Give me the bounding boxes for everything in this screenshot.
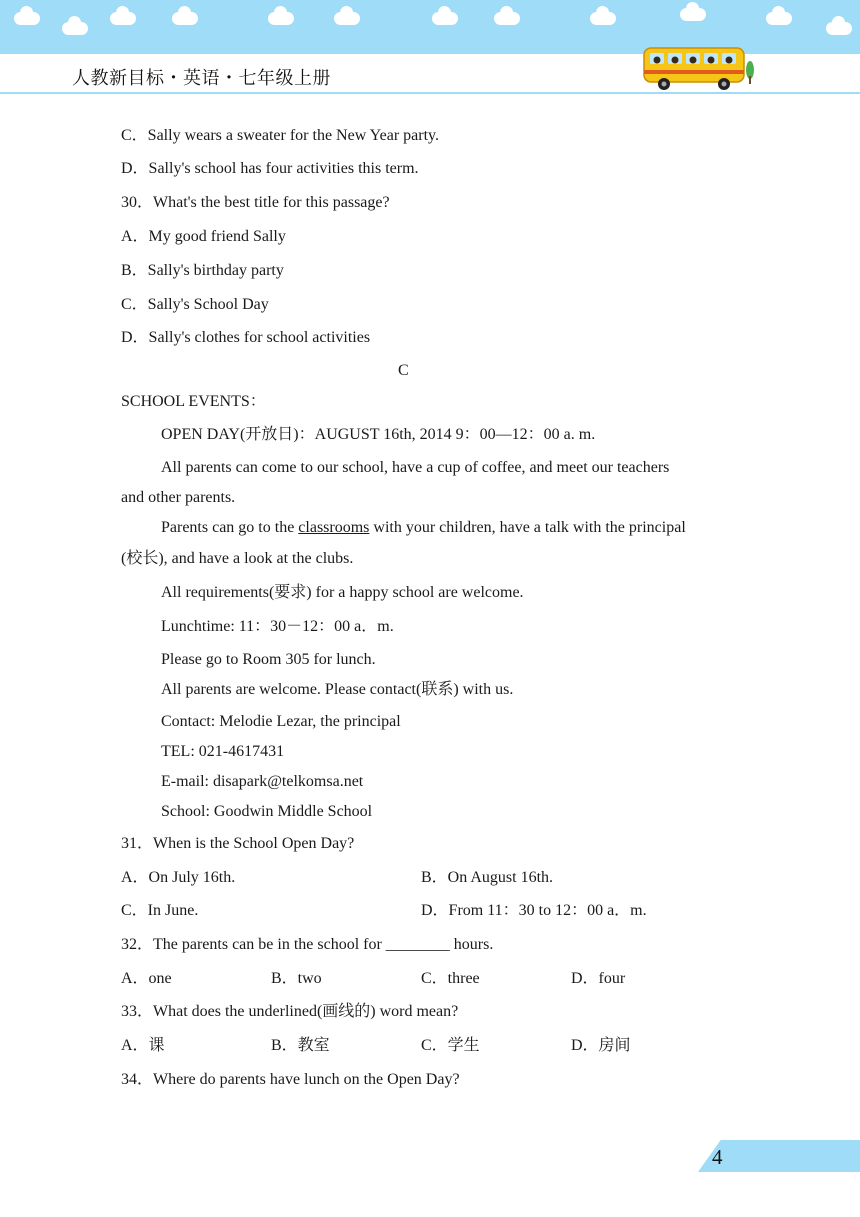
email-line: E-mail: disapark@telkomsa.net — [161, 773, 364, 790]
option-line: C．Sally wears a sweater for the New Year party. — [121, 127, 439, 144]
option-line: C．Sally's School Day — [121, 296, 269, 313]
cloud-icon — [14, 12, 40, 25]
paragraph-line: and other parents. — [121, 489, 236, 506]
cloud-icon — [432, 12, 458, 25]
option-d: D．From 11：30 to 12：00 a．m. — [421, 902, 647, 919]
option-c: C．In June. — [121, 902, 199, 919]
events-heading: SCHOOL EVENTS： — [121, 393, 266, 410]
room-line: Please go to Room 305 for lunch. — [161, 651, 376, 668]
paragraph-line: All parents can come to our school, have a cup of coffee, and meet our teachers — [161, 459, 670, 476]
section-heading: C — [398, 362, 409, 379]
paragraph-line: (校长), and have a look at the clubs. — [121, 550, 354, 567]
option-b: B．two — [271, 970, 322, 987]
text-span: with your children, have a talk with the principal — [369, 519, 686, 536]
option-b: B．教室 — [271, 1037, 330, 1054]
contact-line: Contact: Melodie Lezar, the principal — [161, 713, 401, 730]
cloud-icon — [110, 12, 136, 25]
question-33: 33．What does the underlined(画线的) word mean? — [121, 1003, 459, 1020]
paragraph-line — [161, 518, 686, 538]
page-header-title: 人教新目标・英语・七年级上册 — [72, 68, 331, 89]
option-d: D．four — [571, 970, 626, 987]
option-line: D．Sally's school has four activities this term. — [121, 160, 419, 177]
cloud-icon — [62, 22, 88, 35]
question-30: 30．What's the best title for this passage? — [121, 194, 390, 211]
option-line: D．Sally's clothes for school activities — [121, 329, 371, 346]
option-d: D．房间 — [571, 1037, 631, 1054]
option-line: B．Sally's birthday party — [121, 262, 284, 279]
cloud-icon — [680, 8, 706, 21]
option-a: A．On July 16th. — [121, 869, 236, 886]
cloud-icon — [494, 12, 520, 25]
cloud-icon — [590, 12, 616, 25]
page-number: 4 — [712, 1145, 723, 1169]
welcome-line: All parents are welcome. Please contact(联系) with us. — [161, 681, 514, 698]
text-span: Parents can go to the — [161, 519, 299, 536]
school-bus-icon — [640, 40, 756, 92]
tel-line: TEL: 021-4617431 — [161, 743, 285, 760]
header-divider — [0, 92, 860, 94]
question-34: 34．Where do parents have lunch on the Open Day? — [121, 1071, 460, 1088]
cloud-icon — [766, 12, 792, 25]
option-line: A．My good friend Sally — [121, 228, 286, 245]
paragraph-line: All requirements(要求) for a happy school are welcome. — [161, 584, 524, 601]
option-c: C．学生 — [421, 1037, 480, 1054]
school-line: School: Goodwin Middle School — [161, 803, 373, 820]
option-a: A．one — [121, 970, 172, 987]
cloud-icon — [268, 12, 294, 25]
question-31: 31．When is the School Open Day? — [121, 835, 355, 852]
lunchtime-line: Lunchtime: 11：30－12：00 a．m. — [161, 618, 394, 635]
question-32: 32．The parents can be in the school for ________ hours. — [121, 936, 494, 953]
open-day-line: OPEN DAY(开放日)：AUGUST 16th, 2014 9：00—12：00 a. m. — [161, 426, 596, 443]
option-a: A．课 — [121, 1037, 165, 1054]
cloud-icon — [172, 12, 198, 25]
underlined-word: classrooms — [298, 519, 370, 536]
option-b: B．On August 16th. — [421, 869, 554, 886]
cloud-icon — [334, 12, 360, 25]
option-c: C．three — [421, 970, 480, 987]
cloud-icon — [826, 22, 852, 35]
